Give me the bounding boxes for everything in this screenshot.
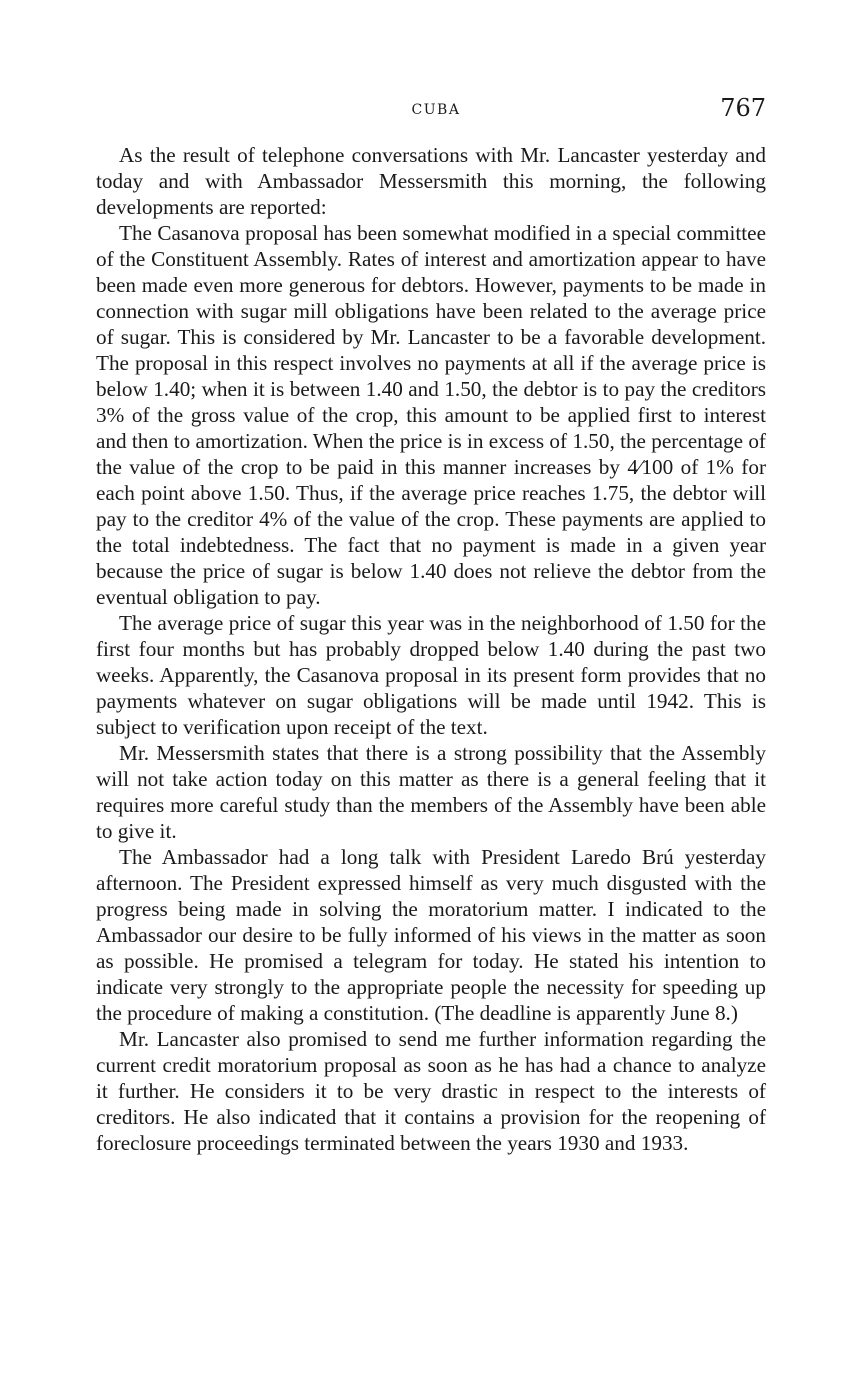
body-text xyxy=(96,142,766,1156)
paragraph-messersmith: Mr. Messersmith states that there is a strong possibility that the Assembly will not take action today on this matter as there is a general feeling that it requires more careful study than the members of the Assembly have been able to give it. xyxy=(96,741,766,843)
running-title: CUBA xyxy=(411,102,461,118)
page-number: 767 xyxy=(720,94,766,122)
paragraph-ambassador-talk: The Ambassador had a long talk with President Laredo Brú yesterday afternoon. The President expressed himself as very much disgusted with the progress being made in solving the moratorium matter. I indicated to the Ambassador our desire to be fully informed of his views in the matter as soon as possible. He promised a telegram for today. He stated his intention to indicate very strongly to the appropriate people the necessity for speeding up the procedure of making a constitution. (The deadline is apparently June 8.) xyxy=(96,845,766,1025)
paragraph-sugar-price: The average price of sugar this year was in the neighborhood of 1.50 for the first four months but has probably dropped below 1.40 during the past two weeks. Apparently, the Casanova proposal in its present form provides that no payments whatever on sugar obligations will be made until 1942. This is subject to verification upon receipt of the text. xyxy=(96,611,766,739)
running-header xyxy=(96,94,766,130)
paragraph-lancaster-followup: Mr. Lancaster also promised to send me further information regarding the current credit moratorium proposal as soon as he has had a chance to analyze it further. He considers it to be very drastic in respect to the interests of creditors. He also indicated that it contains a provision for the reopening of foreclosure proceedings terminated between the years 1930 and 1933. xyxy=(96,1027,766,1155)
paragraph-casanova-proposal: The Casanova proposal has been somewhat modified in a special committee of the Constituent Assembly. Rates of interest and amortization appear to have been made even more generous for debtors. However, payments to be made in connection with sugar mill obligations have been related to the average price of sugar. This is considered by Mr. Lancaster to be a favorable development. The proposal in this respect involves no payments at all if the average price is below 1.40; when it is between 1.40 and 1.50, the debtor is to pay the creditors 3% of the gross value of the crop, this amount to be applied first to interest and then to amortization. When the price is in excess of 1.50, the percentage of the value of the crop to be paid in this manner increases by 4⁄100 of 1% for each point above 1.50. Thus, if the average price reaches 1.75, the debtor will pay to the creditor 4% of the value of the crop. These payments are applied to the total indebtedness. The fact that no payment is made in a given year because the price of sugar is below 1.40 does not relieve the debtor from the eventual obligation to pay. xyxy=(96,221,766,609)
paragraph-developments-intro: As the result of telephone conversations with Mr. Lancaster yesterday and today and with Ambassador Messersmith this morning, the following developments are reported: xyxy=(96,143,766,219)
